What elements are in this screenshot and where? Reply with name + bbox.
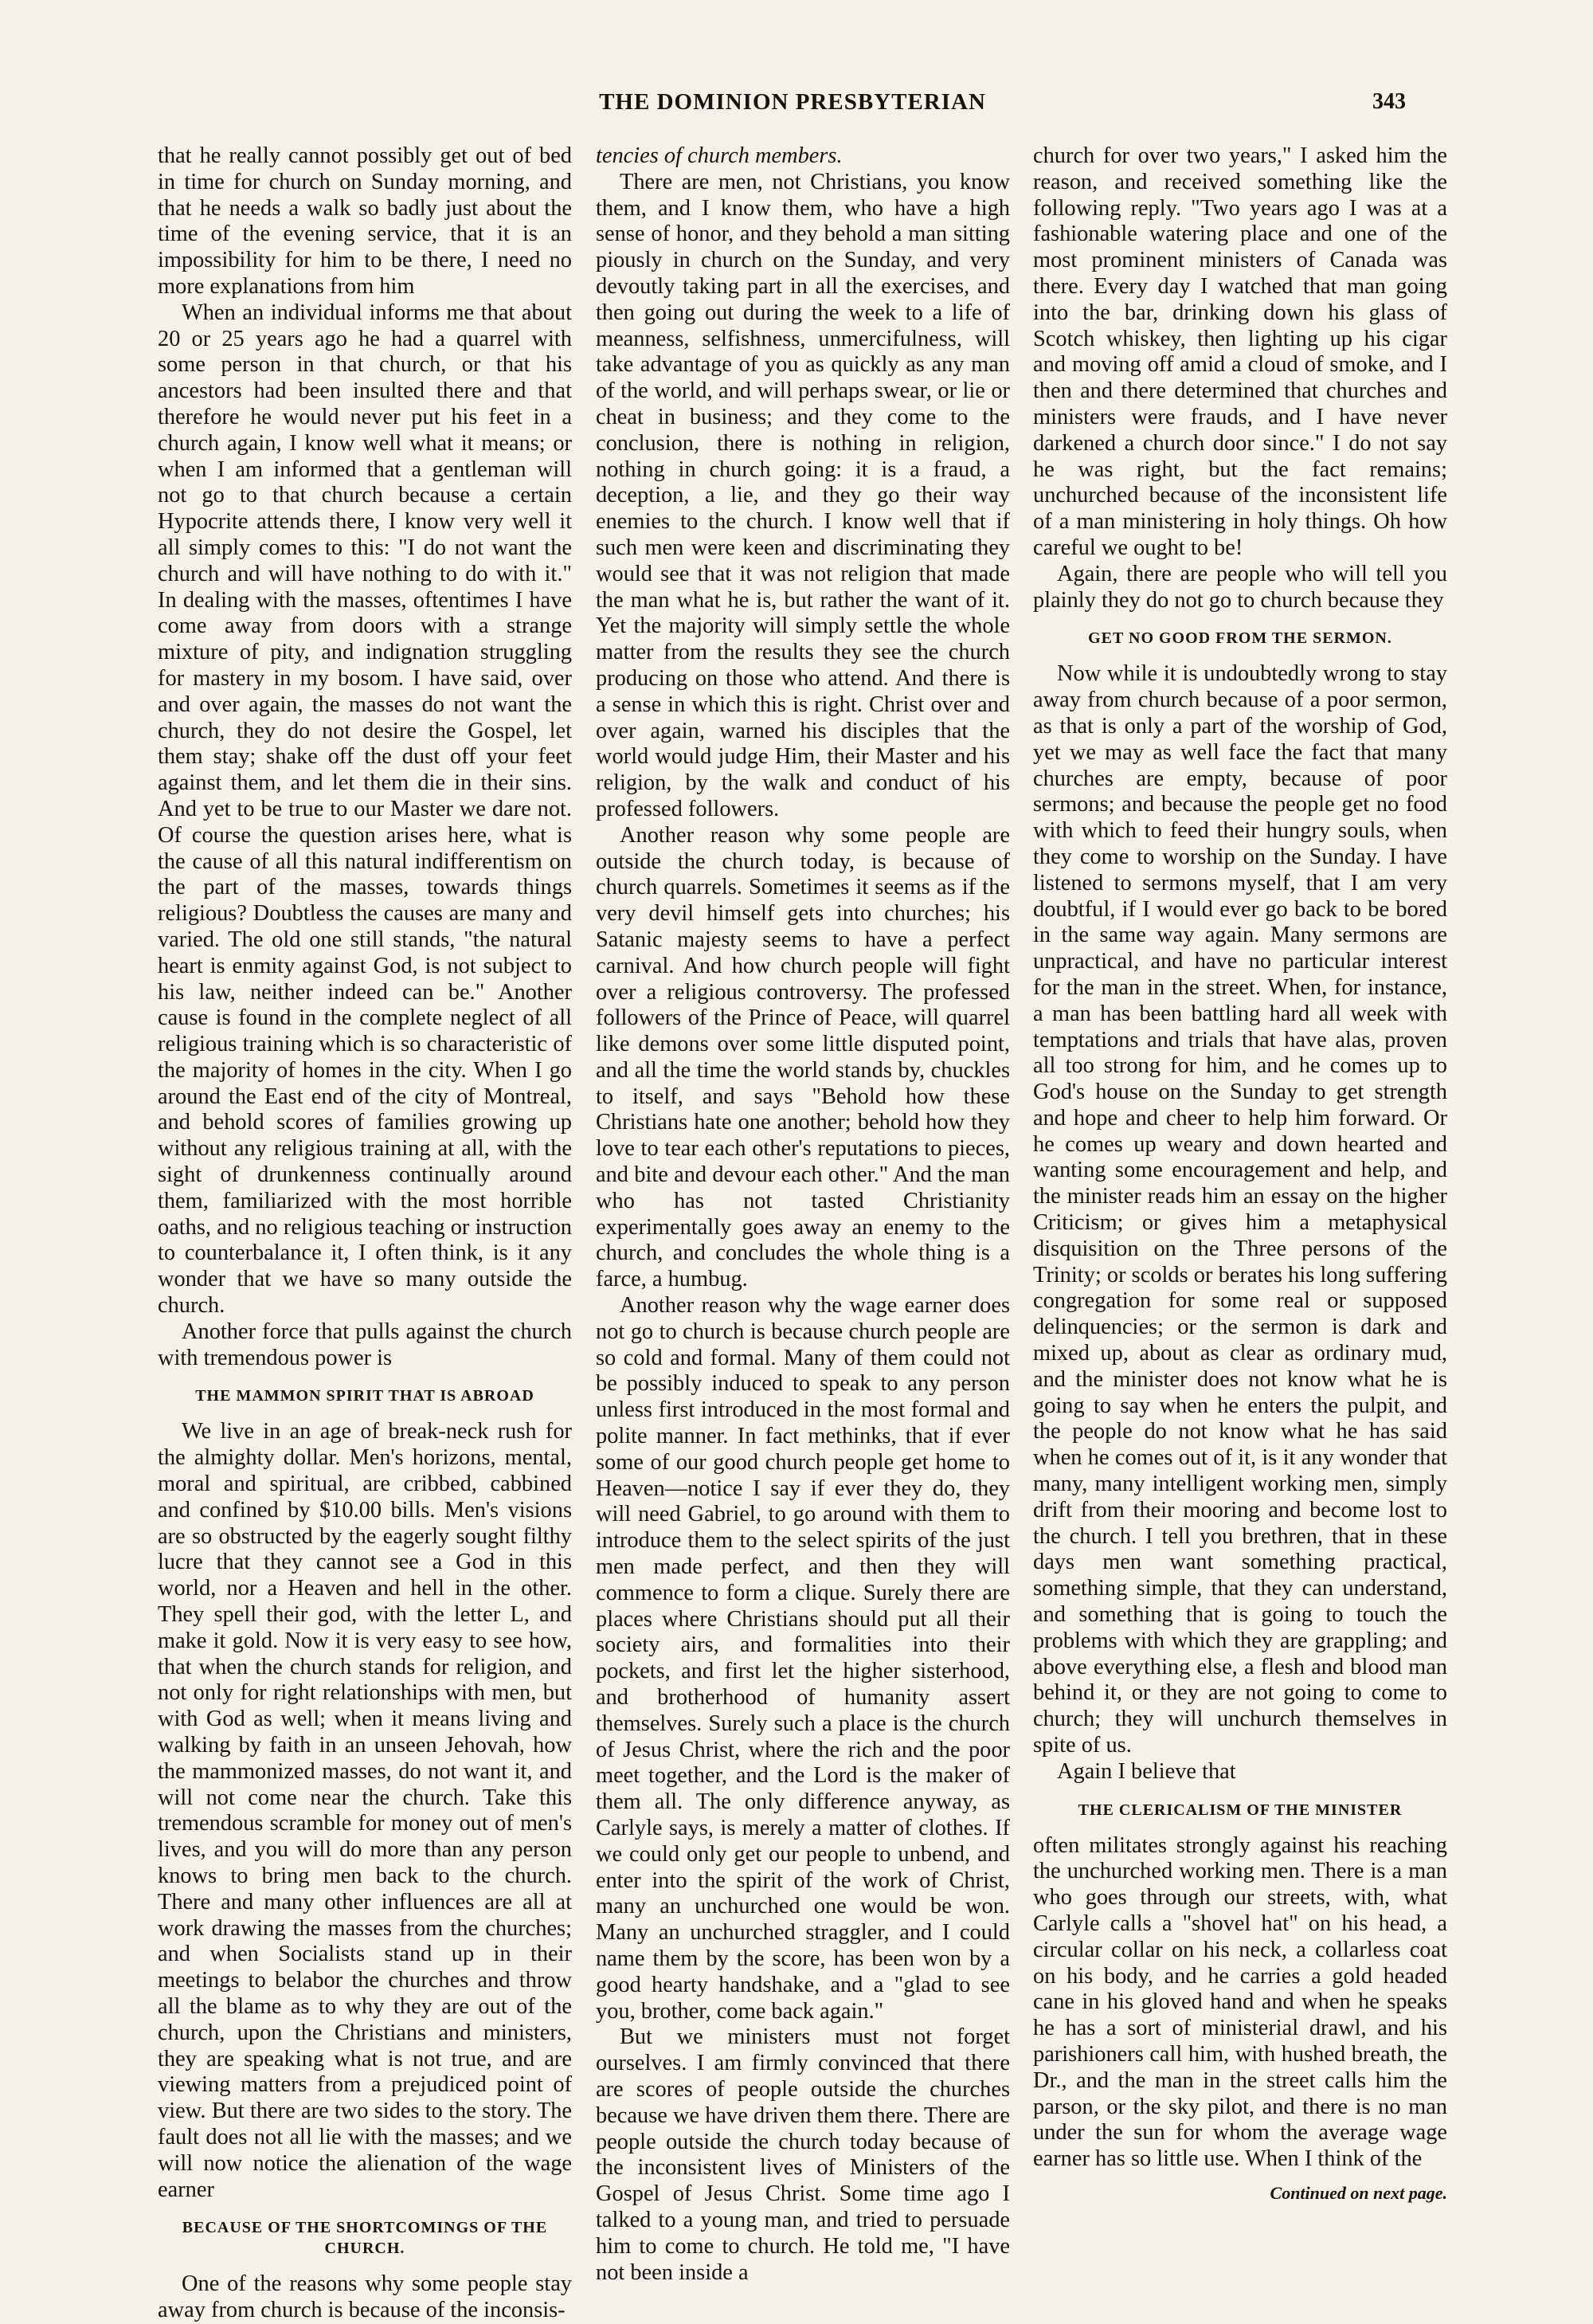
paragraph: Another force that pulls against the church with tremendous power is [158,1319,572,1370]
paragraph: One of the reasons why some people stay away from church is because of the inconsis- [158,2271,572,2323]
section-heading: BECAUSE OF THE SHORTCOMINGS OF THE CHURCH. [182,2219,548,2258]
column-3 [1033,143,1447,2207]
paragraph: that he really cannot possibly get out of bed in time for church on Sunday morning, and that he needs a walk so badly just about the time of the evening service, that it is an impossibility for him to be there, I need no more explanations from him [158,143,572,299]
paragraph: Now while it is undoubtedly wrong to stay away from church because of a poor sermon, as that is only a part of the worship of God, yet we may as well face the fact that many churches are empty, because of poor sermons; and because the people get no food with which to feed their hungry souls, when they come to worship on the Sunday. I have listened to sermons myself, that I am very doubtful, if I would ever go back to be bored in the same way again. Many sermons are unpractical, and have no particular interest for the man in the street. When, for instance, a man has been battling hard all week with temptations and trials that have alas, proven all too strong for him, and he comes up to God's house on the Sunday to get strength and hope and cheer to help him forward. Or he comes up weary and down hearted and wanting some encouragement and help, and the minister reads him an essay on the higher Criticism; or gives him a metaphysical disquisition on the Three persons of the Trinity; or scolds or berates his long suffering congregation for some real or supposed delinquencies; or the sermon is dark and mixed up, about as clear as ordinary mud, and the minister does not know what he is going to say when he enters the pulpit, and the people do not know what he has said when he comes out of it, is it any wonder that many, many intelligent working men, simply drift from their mooring and become lost to the church. I tell you brethren, that in these days men want something practical, something simple, that they can understand, and something that is going to touch the problems with which they are grappling; and above everything else, a flesh and blood man behind it, or they are not going to come to church; they will unchurch themselves in spite of us. [1033,661,1447,1758]
paragraph: There are men, not Christians, you know them, and I know them, who have a high sense of honor, and they behold a man sitting piously in church on the Sunday, and very devoutly taking part in all the exercises, and then going out during the week to a life of meanness, selfishness, unmercifulness, will take advantage of you as quickly as any man of the world, and will perhaps swear, or lie or cheat in business; and they come to the conclusion, there is nothing in religion, nothing in church going: it is a fraud, a deception, a lie, and they go their way enemies to the church. I know well that if such men were keen and discriminating they would see that it was not religion that made the man what he is, but rather the want of it. Yet the majority will simply settle the whole matter from the results they see the church producing on those who attend. And there is a sense in which this is right. Christ over and over again, warned his disciples that the world would judge Him, their Master and his religion, by the walk and conduct of his professed followers. [596,169,1010,821]
paragraph: often militates strongly against his reaching the unchurched working men. There is a man who goes through our streets, with, what Carlyle calls a "shovel hat" on his head, a circular collar on his neck, a collarless coat on his body, and he carries a gold headed cane in his gloved hand and when he speaks he has a sort of ministerial drawl, and his parishioners call him, with hushed breath, the Dr., and the man in the street calls him the parson, or the sky pilot, and there is no man under the sun for whom the average wage earner has so little use. When I think of the [1033,1832,1447,2172]
section-heading: THE CLERICALISM OF THE MINISTER [1078,1801,1403,1819]
page-header [147,89,1438,121]
column-2 [596,143,1010,2286]
paragraph: church for over two years," I asked him the reason, and received something like the following reply. "Two years ago I was at a fashionable watering place and one of the most prominent ministers of Canada was there. Every day I watched that man going into the bar, drinking down his glass of Scotch whiskey, then lighting up his cigar and moving off amid a cloud of smoke, and I then and there determined that churches and ministers were frauds, and I have never darkened a church door since." I do not say he was right, but the fact remains; unchurched because of the inconsistent life of a man ministering in holy things. Oh how careful we ought to be! [1033,143,1447,560]
paragraph: Another reason why some people are outside the church today, is because of church quarrels. Sometimes it seems as if the very devil himself gets into churches; his Satanic majesty seems to have a perfect carnival. And how church people will fight over a religious controversy. The professed followers of the Prince of Peace, will quarrel like demons over some little disputed point, and all the time the world stands by, chuckles to itself, and says "Behold how these Christians hate one another; behold how they love to tear each other's reputations to pieces, and bite and devour each other." And the man who has not tasted Christianity experimentally goes away an enemy to the church, and concludes the whole thing is a farce, a humbug. [596,822,1010,1292]
paragraph: When an individual informs me that about 20 or 25 years ago he had a quarrel with some person in that church, or that his ancestors had been insulted there and that therefore he would never put his feet in a church again, I know well what it means; or when I am informed that a gentleman will not go to that church because a certain Hypocrite attends there, I know very well it all simply comes to this: "I do not want the church and will have nothing to do with it." In dealing with the masses, oftentimes I have come away from doors with a strange mixture of pity, and indignation struggling for mastery in my bosom. I have said, over and over again, the masses do not want the church, they do not desire the Gospel, let them stay; shake off the dust off your feet against them, and let them die in their sins. And yet to be true to our Master we dare not. Of course the question arises here, what is the cause of all this natural indifferentism on the part of the masses, towards things religious? Doubtless the causes are many and varied. The old one still stands, "the natural heart is enmity against God, is not subject to his law, neither indeed can be." Another cause is found in the complete neglect of all religious training which is so characteristic of the majority of homes in the city. When I go around the East end of the city of Montreal, and behold scores of families growing up without any religious training at all, with the sight of drunkenness continually around them, familiarized with the most horrible oaths, and no religious teaching or instruction to counterbalance it, I often think, is it any wonder that we have so many outside the church. [158,300,572,1319]
paragraph: Again, there are people who will tell you plainly they do not go to church because they [1033,561,1447,613]
page-number: 343 [1372,89,1406,114]
paragraph: We live in an age of break-neck rush for the almighty dollar. Men's horizons, mental, moral and spiritual, are cribbed, cabbined and confined by $10.00 bills. Men's visions are so obstructed by the eagerly sought filthy lucre that they cannot see a God in this world, nor a Heaven and hell in the other. They spell their god, with the letter L, and make it gold. Now it is very easy to see how, that when the church stands for religion, and not only for right relationships with men, but with God as well; when it means living and walking by faith in an unseen Jehovah, how the mammonized masses, do not want it, and will not come near the church. Take this tremendous scramble for money out of men's lives, and you will do more than any person knows to bring men back to the church. There and many other influences are all at work drawing the masses from the churches; and when Socialists stand up in their meetings to belabor the churches and throw all the blame as to why they are out of the church, upon the Christians and ministers, they are speaking what is not true, and are viewing matters from a prejudiced point of view. But there are two sides to the story. The fault does not all lie with the masses; and we will now notice the alienation of the wage earner [158,1419,572,2202]
paragraph: But we ministers must not forget ourselves. I am firmly convinced that there are scores of people outside the churches because we have driven them there. There are people outside the church today because of the inconsistent lives of Ministers of the Gospel of Jesus Christ. Some time ago I talked to a young man, and tried to persuade him to come to church. He told me, "I have not been inside a [596,2024,1010,2285]
section-heading: THE MAMMON SPIRIT THAT IS ABROAD [195,1387,534,1405]
paragraph: Another reason why the wage earner does not go to church is because church people are so cold and formal. Many of them could not be possibly induced to speak to any person unless first introduced in the most formal and polite manner. In fact methinks, that if ever some of our good church people get home to Heaven—notice I say if ever they do, they will need Gabriel, to go around with them to introduce them to the select spirits of the just men made perfect, and then they will commence to form a clique. Surely there are places where Christians should put all their society airs, and formalities into their pockets, and first let the higher sisterhood, and brotherhood of humanity assert themselves. Surely such a place is the church of Jesus Christ, where the rich and the poor meet together, and the Lord is the maker of them all. The only difference anyway, as Carlyle says, is merely a matter of clothes. If we could only get our people to unbend, and enter into the spirit of the work of Christ, many an unchurched one would be won. Many an unchurched straggler, and I could name them by the score, has been won by a good hearty handshake, and a "glad to see you, brother, come back again." [596,1293,1010,2024]
paragraph: Again I believe that [1057,1758,1236,1784]
section-heading: GET NO GOOD FROM THE SERMON. [1088,629,1392,648]
continued-note: Continued on next page. [1270,2182,1447,2203]
column-1 [158,143,572,2324]
paragraph: tencies of church members. [596,143,843,168]
running-title: THE DOMINION PRESBYTERIAN [599,89,986,115]
